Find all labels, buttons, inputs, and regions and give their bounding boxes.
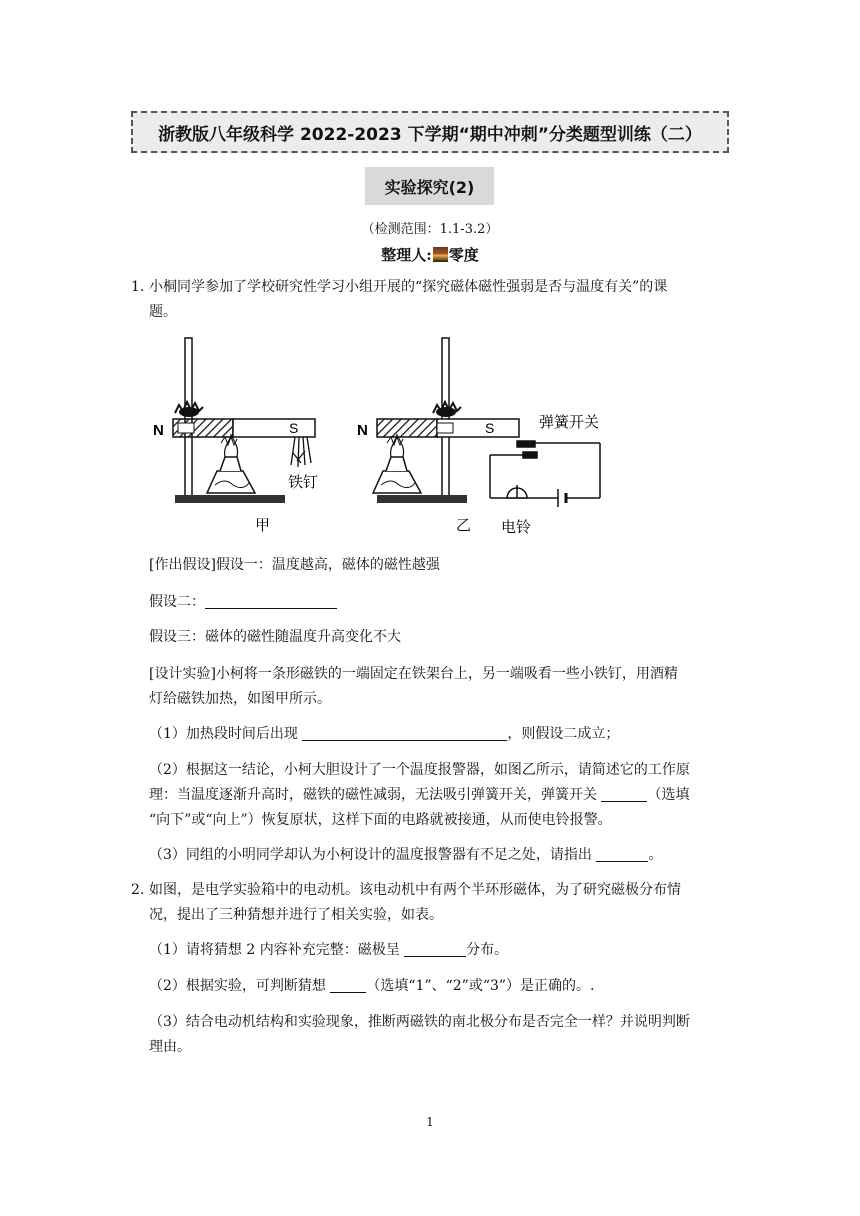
q1-sub2-line3: “向下”或“向上”）恢复原状，这样下面的电路就被接通，从而使电铃报警。 (149, 812, 612, 828)
alcohol-lamp-right (373, 435, 421, 493)
q1-sub2-line1: （2）根据这一结论，小柯大胆设计了一个温度报警器，如图乙所示，请简述它的工作原 (149, 762, 690, 778)
q1-sub3-text-a: （3）同组的小明同学却认为小柯设计的温度报警器有不足之处，请指出 (149, 847, 592, 863)
q1-sub2-blank[interactable] (601, 785, 647, 802)
q1-sub2-text-a: 理：当温度逐渐升高时，磁铁的磁性减弱，无法吸引弹簧开关，弹簧开关 (149, 787, 597, 803)
design-line1: [设计实验]小柯将一条形磁铁的一端固定在铁架台上，另一端吸看一些小铁钉，用酒精 (149, 666, 678, 682)
experiment-figure (145, 335, 615, 535)
nails-left (291, 437, 311, 467)
q1-sub3-text-b: 。 (648, 847, 663, 863)
design-line2: 灯给磁铁加热，如图甲所示。 (149, 691, 331, 707)
caption-left: 甲 (255, 516, 271, 534)
q1-sub3-blank[interactable] (596, 845, 648, 862)
q2-sub1-text-b: 分布。 (466, 942, 509, 958)
label-nails: 铁钉 (288, 473, 319, 491)
section-subtitle: 实验探究(2) (365, 167, 494, 205)
q1-sub2-text-b: （选填 (647, 787, 690, 803)
q2-sub2-blank[interactable] (330, 976, 366, 993)
page-number: 1 (426, 1115, 434, 1129)
test-range: （检测范围：1.1-3.2） (361, 222, 499, 237)
q2-sub2-text-a: （2）根据实验，可判断猜想 (149, 978, 326, 994)
hypothesis-1: [作出假设]假设一：温度越高，磁体的磁性越强 (149, 557, 440, 573)
label-spring-switch: 弹簧开关 (539, 413, 600, 431)
hypothesis-2-blank[interactable] (205, 592, 337, 609)
caption-right: 乙 (456, 516, 472, 534)
q2-sub2-text-b: （选填“1”、“2”或“3”）是正确的。. (366, 978, 595, 994)
q2-sub3-line1: （3）结合电动机结构和实验现象，推断两磁铁的南北极分布是否完全一样？并说明判断 (149, 1014, 690, 1030)
label-s-right: S (485, 420, 495, 436)
editor-line (0, 244, 860, 265)
label-n-right: N (357, 422, 368, 439)
q2-number: 2. (131, 882, 145, 898)
hypothesis-2-label: 假设二： (149, 594, 205, 610)
q2-sub1-blank[interactable] (404, 940, 466, 957)
q2-sub1-text-a: （1）请将猜想 2 内容补充完整：磁极呈 (149, 942, 400, 958)
q1-sub1-blank[interactable] (302, 724, 507, 741)
label-n-left: N (153, 422, 164, 439)
q2-sub3-line2: 理由。 (149, 1039, 191, 1055)
hypothesis-3: 假设三：磁体的磁性随温度升高变化不大 (149, 629, 401, 645)
editor-name: 零度 (448, 246, 479, 264)
q1-stem-line1: 小桐同学参加了学校研究性学习小组开展的“探究磁体磁性强弱是否与温度有关”的课 (149, 279, 668, 295)
q2-stem-line2: 况，提出了三种猜想并进行了相关实验，如表。 (149, 907, 443, 923)
q1-sub1-text-b: ，则假设二成立； (507, 726, 620, 742)
q2-sub1 (149, 938, 508, 963)
magnet-right (377, 419, 519, 437)
hypothesis-2 (149, 590, 337, 615)
q1-sub3 (149, 843, 662, 868)
q1-sub1-text-a: （1）加热段时间后出现 (149, 726, 298, 742)
q2-sub2 (149, 974, 595, 999)
q1-sub2-line2 (149, 783, 689, 808)
alcohol-lamp-left (207, 435, 255, 493)
q2-stem-line1: 如图，是电学实验箱中的电动机。该电动机中有两个半环形磁体，为了研究磁极分布情 (149, 882, 681, 898)
q1-number: 1. (131, 279, 145, 295)
label-s-left: S (289, 420, 299, 436)
alarm-circuit (490, 441, 600, 507)
sunset-avatar-icon (433, 247, 448, 262)
q1-sub1 (149, 722, 619, 747)
q1-stem-line2: 题。 (149, 304, 177, 320)
document-title: 浙教版八年级科学 2022-2023 下学期“期中冲刺”分类题型训练（二） (131, 111, 729, 153)
editor-prefix: 整理人: (381, 246, 432, 264)
label-bell: 电铃 (501, 518, 532, 535)
